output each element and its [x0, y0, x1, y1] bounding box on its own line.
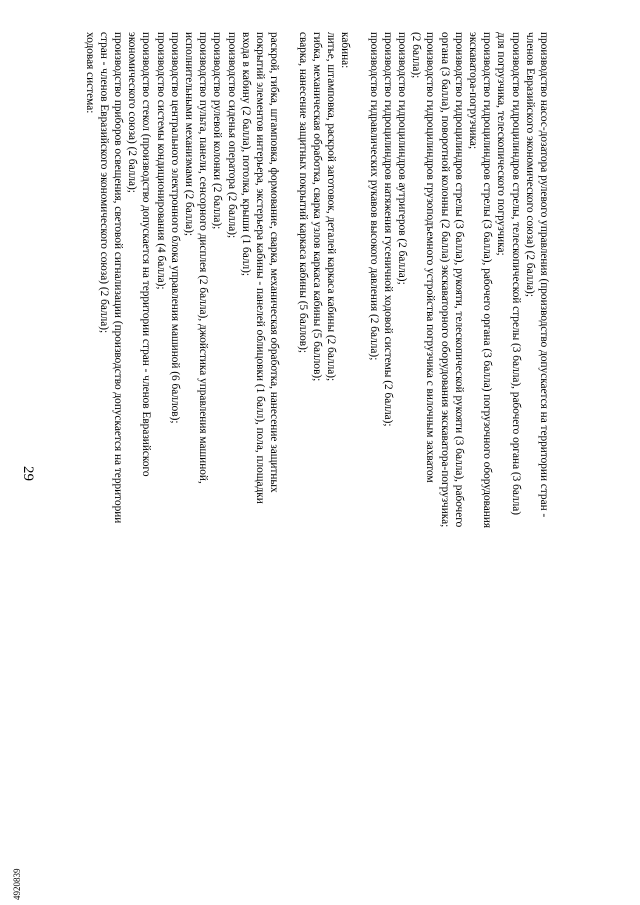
document-body [82, 32, 551, 572]
text-line: производство гидроцилиндров стрелы (3 балла), рабочего органа (3 балла) погрузочного оборудования [481, 32, 494, 529]
text-line: для погрузчика, телескопического погрузчика; [495, 32, 508, 256]
text-line: производство гидроцилиндров аутригеров (2 балла); [395, 32, 408, 285]
text-line: производство пульта, панели, сенсорного дисплея (2 балла), джойстика управления машиной, [197, 32, 210, 484]
paragraph-gap [352, 32, 366, 572]
text-line: литье, штамповка, раскрой заготовок, деталей каркаса кабины (2 балла); [324, 32, 337, 382]
text-line: покрытий элементов интерьера, экстерьера кабины - панелей облицовки (1 балл), пола, площадки [253, 32, 266, 504]
text-line: стран - членов Евразийского экономического союза) (2 балла); [97, 32, 110, 334]
text-line: производство стекол (производство допускается на территории стран - членов Евразийского [140, 32, 153, 477]
paragraph-gap [281, 32, 295, 572]
text-line: (2 балла); [410, 32, 423, 79]
text-line: исполнительными механизмами (2 балла); [182, 32, 195, 237]
text-line: производство сиденья оператора (2 балла); [225, 32, 238, 239]
text-line: производство системы кондиционирования (4 балла); [154, 32, 167, 290]
text-line: производство гидроцилиндров грузоподъемного устройства погрузчика с вилочным захватом [424, 32, 437, 483]
text-line: членов Евразийского экономического союза) (2 балла); [523, 32, 536, 297]
text-line: сварка, нанесение защитных покрытий каркаса кабины (5 баллов); [296, 32, 309, 354]
text-line: гибка, механическая обработка, сварка узлов каркаса кабины (5 баллов); [310, 32, 323, 382]
text-line: производство центрального электронного блока управления машиной (6 баллов); [168, 32, 181, 424]
text-line: производство гидроцилиндров натяжения гусеничной ходовой системы (2 балла); [381, 32, 394, 427]
text-line: раскрой, гибка, штамповка, формование, сварка, механическая обработка, нанесение защитных [268, 32, 281, 493]
text-line: органа (3 балла), поворотной колонны (2 балла) экскаваторного оборудования экскаватора-погрузчика; [438, 32, 451, 528]
text-line: производство гидроцилиндров стрелы, телескопической стрелы (3 балла), рабочего органа (3 балла) [509, 32, 522, 516]
text-line: производство гидроцилиндров стрелы (3 балла), рукояти, телескопической рукояти (3 балла), рабочего [452, 32, 465, 528]
text-line: входа в кабину (2 балла), потолка, крыши (1 балл); [239, 32, 252, 277]
page-number: 29 [20, 466, 36, 481]
text-line: ходовая система: [83, 32, 96, 114]
text-line: производство рулевой колонки (2 балла); [211, 32, 224, 230]
text-line: производство насос-дозатора рулевого управления (производство допускается на территории стран - [538, 32, 550, 518]
text-line: производство приборов освещения, световой сигнализации (производство допускается на территории [111, 32, 124, 524]
document-code: 4920839 [12, 868, 22, 900]
text-line: производство гидравлических рукавов высокого давления (2 балла); [367, 32, 380, 361]
text-line: экономического союза) (2 балла); [126, 32, 139, 193]
text-line: кабина: [339, 32, 352, 69]
text-line: экскаватора-погрузчика; [466, 32, 479, 150]
